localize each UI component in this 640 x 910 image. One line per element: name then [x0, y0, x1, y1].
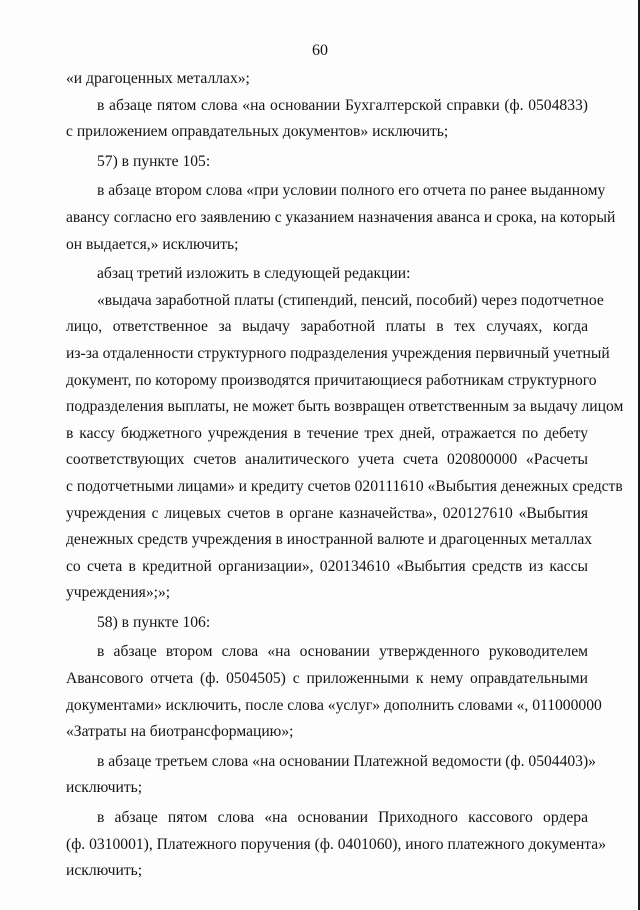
text-line: «Затраты на биотрансформацию»; [66, 723, 294, 741]
text-line: Авансового отчета (ф. 0504505) с приложенными к нему оправдательными [66, 670, 588, 688]
text-line: из-за отдаленности структурного подразделения учреждения первичный учетный [66, 344, 610, 362]
list-item-heading: 57) в пункте 105: [97, 152, 211, 170]
document-body [66, 66, 624, 885]
text-line: со счета в кредитной организации», 020134610 «Выбытия средств из кассы [66, 557, 588, 575]
text-line: абзац третий изложить в следующей редакции: [97, 265, 411, 283]
text-line: документ, по которому производятся причитающиеся работникам структурного [66, 371, 597, 389]
text-line: в абзаце третьем слова «на основании Платежной ведомости (ф. 0504403)» [97, 752, 596, 770]
text-line: лицо, ответственное за выдачу заработной платы в тех случаях, когда [66, 318, 588, 336]
text-line: в кассу бюджетного учреждения в течение трех дней, отражается по дебету [66, 424, 588, 442]
text-line: учреждения с лицевых счетов в органе казначейства», 020127610 «Выбытия [66, 504, 588, 522]
text-line: соответствующих счетов аналитического учета счета 020800000 «Расчеты [66, 451, 588, 469]
text-line: исключить; [66, 779, 143, 797]
text-line: он выдается,» исключить; [66, 235, 239, 253]
list-item-heading: 58) в пункте 106: [97, 613, 211, 631]
text-line: (ф. 0310001), Платежного поручения (ф. 0401060), иного платежного документа» [66, 835, 607, 853]
text-line: документами» исключить, после слова «услуг» дополнить словами «, 011000000 [66, 696, 602, 714]
text-line: в абзаце втором слова «при условии полного его отчета по ранее выданному [97, 182, 606, 200]
text-line: с приложением оправдательных документов» исключить; [66, 123, 449, 141]
text-line: с подотчетными лицами» и кредиту счетов 020111610 «Выбытия денежных средств [66, 477, 623, 495]
text-line: в абзаце втором слова «на основании утвержденного руководителем [97, 643, 588, 661]
text-line: в абзаце пятом слова «на основании Приходного кассового ордера [97, 809, 588, 827]
text-line: исключить; [66, 862, 143, 880]
page-number: 60 [312, 42, 328, 59]
text-line: подразделения выплаты, не может быть возвращен ответственным за выдачу лицом [66, 398, 624, 416]
text-line: в абзаце пятом слова «на основании Бухгалтерской справки (ф. 0504833) [97, 96, 588, 114]
text-line: «выдача заработной платы (стипендий, пенсий, пособий) через подотчетное [97, 291, 604, 309]
text-line: денежных средств учреждения в иностранной валюте и драгоценных металлах [66, 531, 593, 549]
text-line: «и драгоценных металлах»; [66, 70, 250, 87]
text-line: учреждения»;»; [66, 584, 171, 602]
text-line: авансу согласно его заявлению с указанием назначения аванса и срока, на который [66, 208, 616, 226]
